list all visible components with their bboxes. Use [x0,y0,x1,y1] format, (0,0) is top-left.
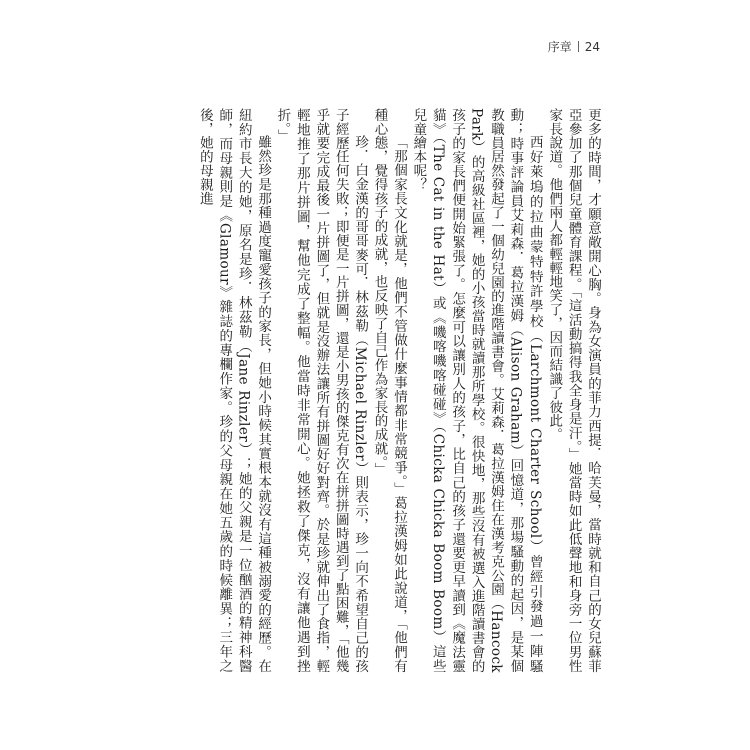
paragraph-3: 「那個家長文化就是，他們不管做什麼事情都非常競爭。」葛拉漢姆如此說道，「他們有種心態，覺得孩子的成就，也反映了自己作為家長的成就。」 [371,108,407,673]
running-header [548,38,600,55]
section-title: 序章 [547,40,572,54]
paragraph-1: 更多的時間，才願意敞開心胸。身為女演員的菲力西提．哈芙曼，當時就和自己的女兒蘇菲亞參加了那個兒童體育課程。「這活動搞得我全身是汗。」她當時如此低聲地和身旁一位男性家長說道。他們兩人都輕輕地笑了，因而結識了彼此。 [546,108,601,673]
header-divider [578,41,579,52]
paragraph-2: 西好萊塢的拉曲蒙特特許學校（Larchmont Charter School）曾經引發過一陣騷動；時事評論員艾莉森．葛拉漢姆（Alison Graham）回憶道，那場騷動的起因，是某個教職員居然發起了一個幼兒園的進階讀書會。艾莉森．葛拉漢姆住在漢考克公園（Hancock Park）的高級社區裡，她的小孩當時就讀那所學校。很快地，那些沒有被選入進階讀書會的孩子的家長們便開始緊張了。怎麼可以讓別人的孩子，比自己的孩子還要更早讀到《魔法靈貓》（The Cat in the Hat）或《嘰喀嘰喀碰碰》（Chicka Chicka Boom Boom）這些兒童繪本呢？ [410,108,543,673]
paragraph-4: 珍．白金漢的哥哥麥可．林茲勒（Michael Rinzler）則表示，珍一向不希望自己的孩子經歷任何失敗；即便是一片拼圖，還是小男孩的傑克有次在拼拼圖時遇到了點困難，「他幾乎就要完成最後一片拼圖了，但就是沒辦法讓所有拼圖好好對齊。於是珍就伸出了食指，輕輕地推了那片拼圖，幫他完成了整幅。他當時非常開心。她拯救了傑克，沒有讓他遇到挫折。」 [274,108,369,673]
body-text [148,108,602,673]
page-number: 24 [584,40,600,54]
paragraph-5: 雖然珍是那種過度寵愛孩子的家長，但她小時候其實根本就沒有這種被溺愛的經歷。在紐約市長大的她，原名是珍．林茲勒（Jane Rinzler）；她的父親是一位酗酒的精神科醫師，而母親則是《Glamour》雜誌的專欄作家。珍的父母親在她五歲的時候離異；三年之後，她的母親進 [196,108,272,673]
